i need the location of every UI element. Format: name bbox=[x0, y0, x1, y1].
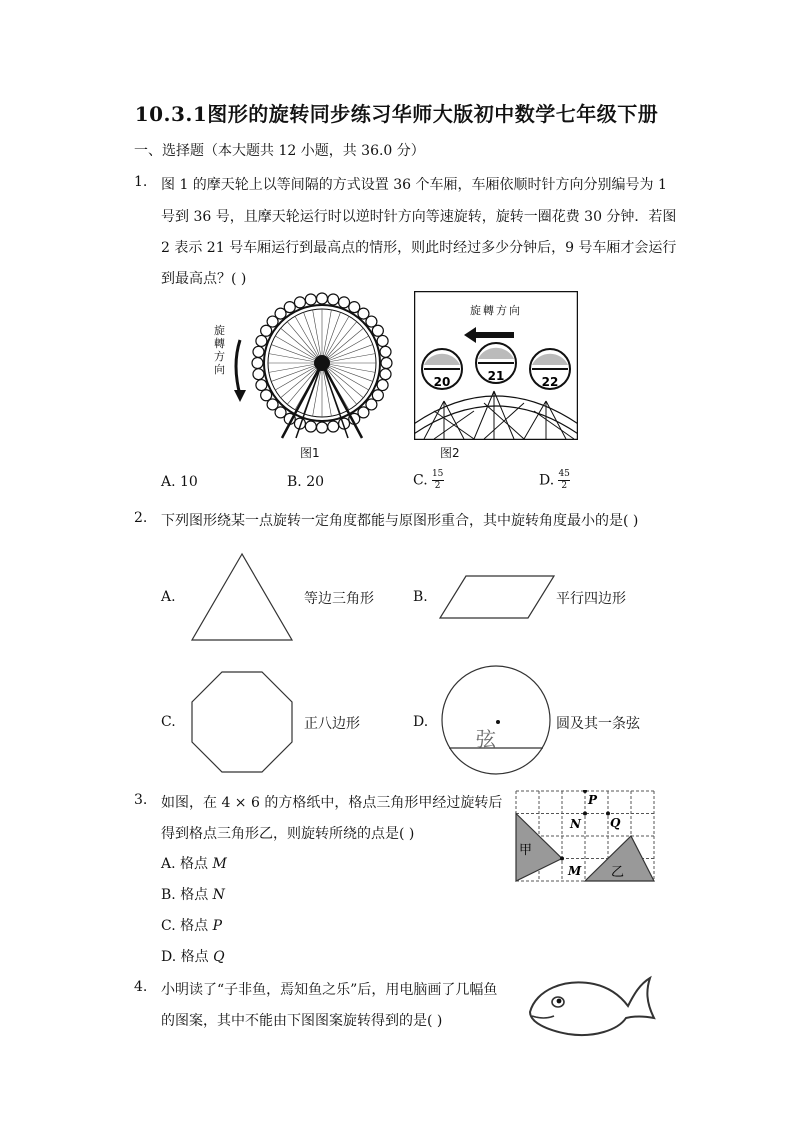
q3-option-d[interactable]: D. 格点 Q bbox=[161, 949, 225, 965]
q2-option-b-letter[interactable]: B. bbox=[413, 589, 428, 605]
wheel-cabin bbox=[252, 358, 263, 369]
q1-option-b[interactable]: B. 20 bbox=[287, 474, 325, 490]
cabin-number: 20 bbox=[433, 375, 451, 389]
q2-option-d-label: 圆及其一条弦 bbox=[556, 716, 640, 732]
equilateral-triangle-shape bbox=[190, 552, 294, 644]
question-2-number: 2. bbox=[134, 510, 148, 526]
section-heading: 一、选择题（本大题共 12 小题，共 36.0 分） bbox=[134, 143, 425, 159]
ferris-wheel-figure bbox=[210, 290, 410, 445]
cabin-number: 22 bbox=[541, 375, 559, 389]
point-p bbox=[583, 790, 587, 793]
fraction: $\frac{15}{2}$ bbox=[431, 469, 444, 491]
wheel-cabin bbox=[380, 369, 391, 380]
fraction: $\frac{45}{2}$ bbox=[558, 469, 570, 491]
question-2-line: 下列图形绕某一点旋转一定角度都能与原图形重合，其中旋转角度最小的是( ) bbox=[161, 513, 639, 529]
wheel-cabin bbox=[284, 302, 295, 313]
q3-option-c[interactable]: C. 格点 P bbox=[161, 918, 222, 934]
question-3-line: 得到格点三角形乙，则旋转所绕的点是( ) bbox=[161, 826, 415, 842]
q2-option-a-label: 等边三角形 bbox=[304, 591, 374, 607]
question-1-line: 图 1 的摩天轮上以等间隔的方式设置 36 个车厢，车厢依顺时针方向分别编号为 1 bbox=[161, 177, 667, 193]
wheel-cabin bbox=[372, 325, 383, 336]
q3-option-b[interactable]: B. 格点 N bbox=[161, 887, 225, 903]
label-jia: 甲 bbox=[519, 843, 533, 858]
label-yi: 乙 bbox=[611, 865, 625, 880]
page-title: 10.3.1图形的旋转同步练习华师大版初中数学七年级下册 bbox=[134, 102, 659, 126]
question-1-line: 到最高点？( ) bbox=[161, 271, 247, 287]
question-4-line: 的图案，其中不能由下图图案旋转得到的是( ) bbox=[161, 1013, 443, 1029]
circle-with-chord-shape bbox=[440, 664, 552, 776]
chord-label: 弦 bbox=[476, 727, 496, 751]
question-1-line: 2 表示 21 号车厢运行到最高点的情形，则此时经过多少分钟后，9 号车厢才会运行 bbox=[161, 240, 677, 256]
q2-option-a-letter[interactable]: A. bbox=[161, 589, 176, 605]
question-4-line: 小明读了“子非鱼，焉知鱼之乐”后，用电脑画了几幅鱼 bbox=[161, 982, 498, 998]
wheel-cabin bbox=[305, 294, 316, 305]
q1-option-c[interactable] bbox=[413, 470, 444, 491]
fig1-rotation-label: 旋轉方向 bbox=[214, 324, 225, 376]
cabin-number: 21 bbox=[487, 369, 505, 383]
wheel-cabin bbox=[381, 358, 392, 369]
question-4-number: 4. bbox=[134, 979, 148, 995]
question-1-number: 1. bbox=[134, 174, 148, 190]
wheel-cabin bbox=[377, 335, 388, 346]
point-q bbox=[606, 812, 610, 816]
label-p: P bbox=[588, 793, 598, 807]
q2-option-c-letter[interactable]: C. bbox=[161, 714, 176, 730]
wheel-cabin bbox=[380, 346, 391, 357]
wheel-cabin bbox=[339, 297, 350, 308]
octagon-shape bbox=[190, 670, 294, 774]
fig1-caption: 图1 bbox=[300, 446, 320, 460]
q2-option-b-label: 平行四边形 bbox=[556, 591, 626, 607]
q3-option-a[interactable]: A. 格点 M bbox=[161, 856, 227, 872]
grid-figure bbox=[515, 790, 657, 884]
label-m: M bbox=[568, 864, 582, 878]
point-m bbox=[560, 857, 564, 861]
wheel-cabin bbox=[377, 380, 388, 391]
q1-option-a[interactable]: A. 10 bbox=[161, 474, 198, 490]
q1-option-d[interactable] bbox=[539, 470, 570, 491]
wheel-cabin bbox=[305, 421, 316, 432]
wheel-cabin bbox=[253, 346, 264, 357]
arrow-head-icon bbox=[234, 390, 246, 402]
wheel-cabin bbox=[256, 380, 267, 391]
fig2-rotation-label: 旋轉方向 bbox=[470, 304, 522, 317]
wheel-cabin bbox=[317, 293, 328, 304]
parallelogram-shape bbox=[438, 574, 556, 620]
label-n: N bbox=[570, 817, 581, 831]
wheel-cabin bbox=[317, 422, 328, 433]
wheel-cabin bbox=[261, 390, 272, 401]
wheel-cabin bbox=[256, 335, 267, 346]
wheel-cabin bbox=[294, 297, 305, 308]
wheel-cabin bbox=[253, 369, 264, 380]
question-3-number: 3. bbox=[134, 792, 148, 808]
question-1-line: 号到 36 号，且摩天轮运行时以逆时针方向等速旋转，旋转一圈花费 30 分钟．若图 bbox=[161, 209, 677, 225]
point-n bbox=[583, 812, 587, 816]
option-letter: D. bbox=[539, 472, 555, 489]
q2-option-d-letter[interactable]: D. bbox=[413, 714, 429, 730]
fish-icon bbox=[524, 972, 660, 1040]
rotation-arrow-icon bbox=[236, 340, 240, 395]
option-letter: C. bbox=[413, 472, 428, 489]
wheel-hub bbox=[314, 355, 330, 371]
question-3-line: 如图，在 4 × 6 的方格纸中，格点三角形甲经过旋转后 bbox=[161, 795, 503, 811]
q2-option-c-label: 正八边形 bbox=[304, 716, 360, 732]
fig2-caption: 图2 bbox=[440, 446, 460, 460]
wheel-cabin bbox=[328, 294, 339, 305]
wheel-cabin bbox=[328, 421, 339, 432]
circle-center bbox=[496, 720, 500, 724]
label-q: Q bbox=[610, 816, 621, 830]
